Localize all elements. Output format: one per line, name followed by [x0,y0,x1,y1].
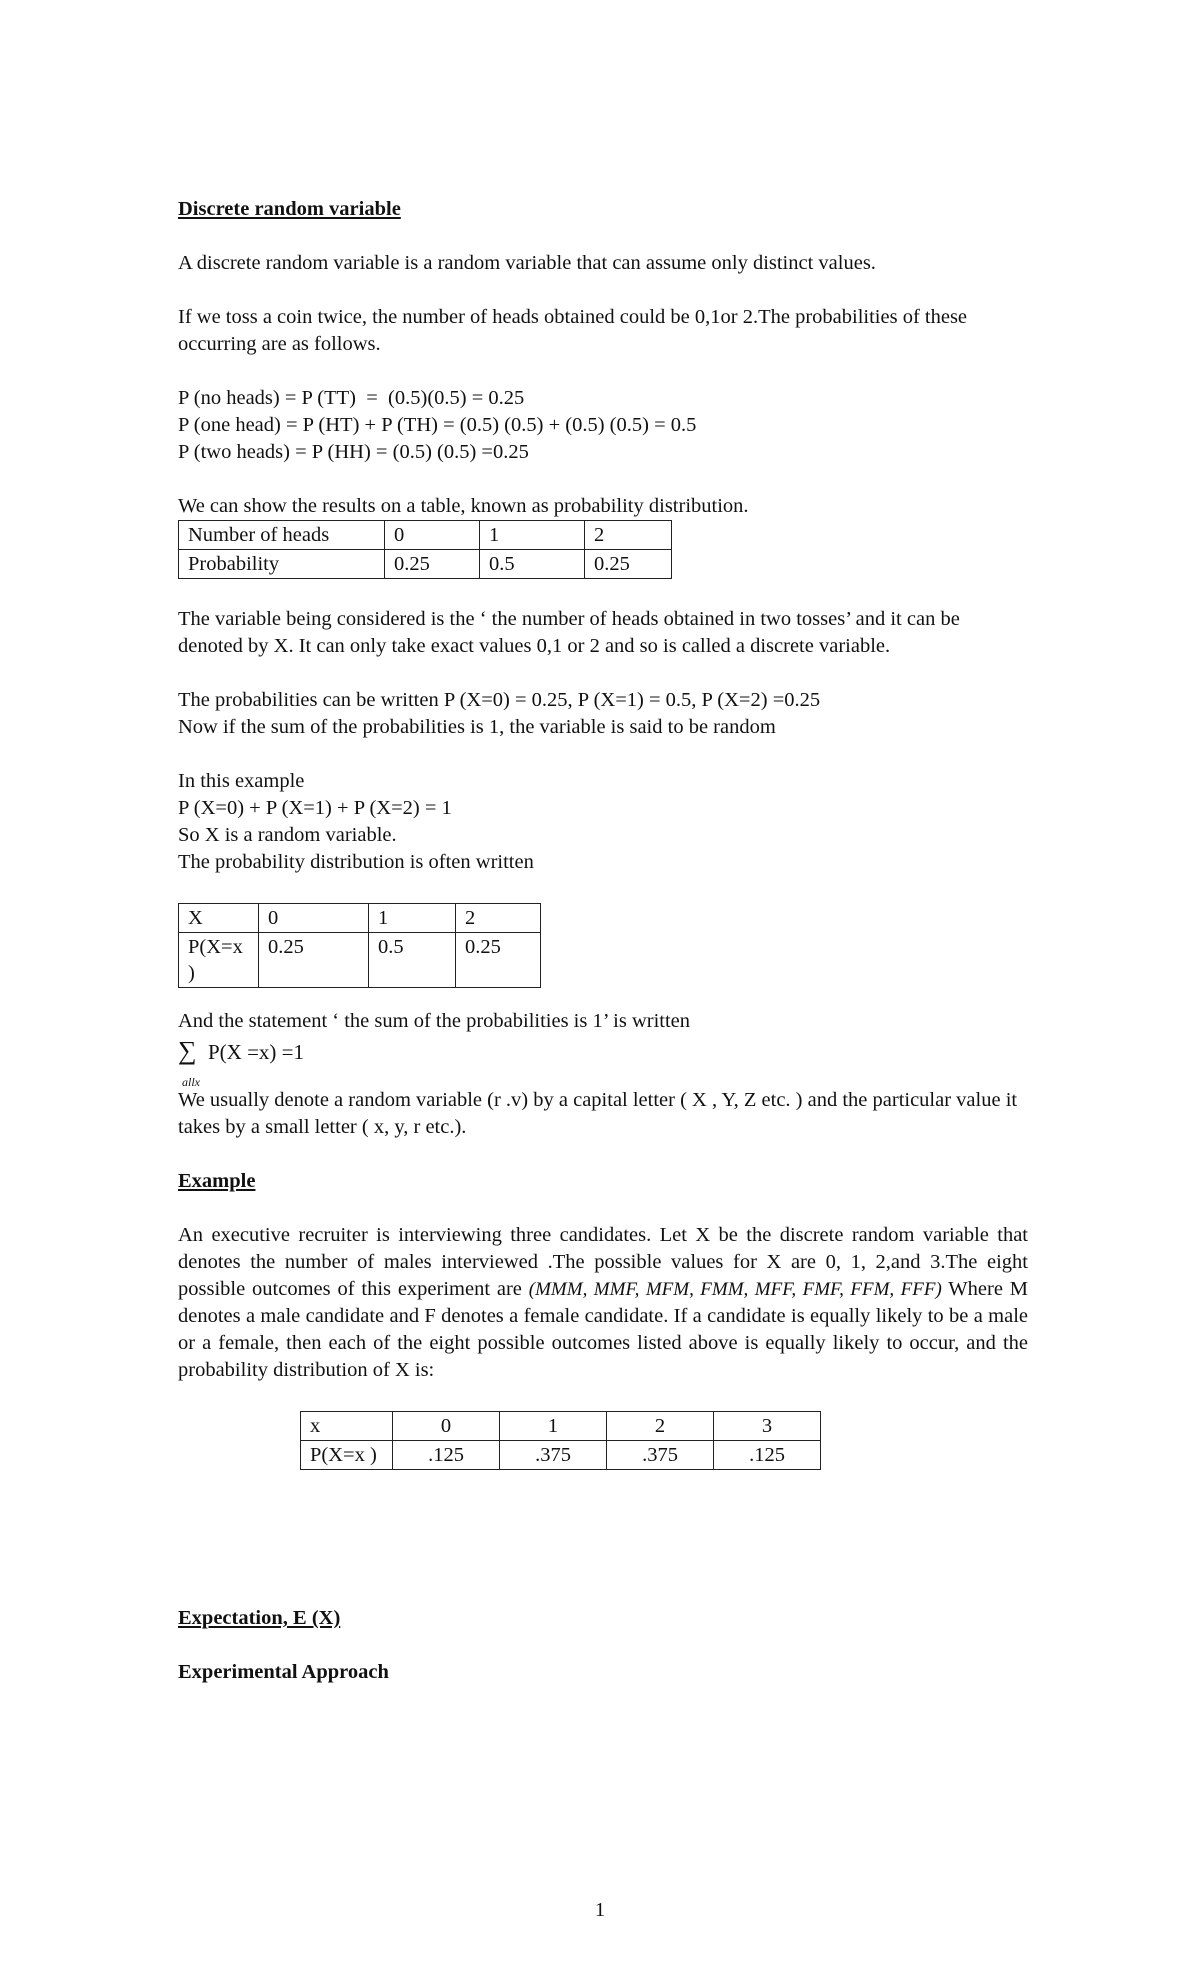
table-cell: .125 [714,1441,821,1470]
prob-line: P (no heads) = P (TT) = (0.5)(0.5) = 0.25 [178,387,525,409]
table-cell: 1 [369,904,456,933]
table-cell: 2 [585,521,672,550]
table-cell: 0.5 [480,550,585,579]
sum-statement-line: Now if the sum of the probabilities is 1, the variable is said to be random [178,716,776,738]
section-title: Discrete random variable [178,198,401,220]
table-cell: 2 [607,1412,714,1441]
example-line: So X is a random variable. [178,824,397,846]
definition-paragraph: A discrete random variable is a random variable that can assume only distinct values. [178,252,876,274]
sum-written-intro: And the statement ‘ the sum of the probabilities is 1’ is written [178,1010,691,1032]
table-cell: 0.25 [259,933,369,988]
notation-paragraph: We usually denote a random variable (r .v) by a capital letter ( X , Y, Z etc. ) and the particular value it takes by a small letter ( x, y, r etc.). [178,1089,1018,1138]
example-line: In this example [178,770,305,792]
formula-expression: P(X =x) =1 [208,1040,305,1064]
table-cell: 0 [393,1412,500,1441]
table-row [301,1441,821,1470]
table-cell: 0 [259,904,369,933]
table-cell: P(X=x ) [301,1441,393,1470]
table-row [179,933,541,988]
document-page [178,196,1028,1686]
table-cell: .125 [393,1441,500,1470]
table-cell: 3 [714,1412,821,1441]
table-cell: 1 [500,1412,607,1441]
table-cell: 0.25 [385,550,480,579]
table-cell: x [301,1412,393,1441]
expectation-heading: Expectation, E (X) [178,1607,341,1629]
prob-written-line: The probabilities can be written P (X=0) = 0.25, P (X=1) = 0.5, P (X=2) =0.25 [178,689,821,711]
sum-formula [178,1035,1028,1087]
example-text-before: An executive recruiter is interviewing three candidates. Let X be the discrete random variable that denotes the number of males interviewed .The possible values for X are 0, 1, 2,and 3.The eight possible outcomes of this experiment are [178,1224,1028,1300]
table-row [179,904,541,933]
example-paragraph [178,1222,1028,1384]
table-row [301,1412,821,1441]
table-cell: 0 [385,521,480,550]
table-cell: 1 [480,521,585,550]
example-line: The probability distribution is often written [178,851,534,873]
table-cell: 0.25 [456,933,541,988]
example-heading: Example [178,1170,256,1192]
table-cell: X [179,904,259,933]
table-cell: Probability [179,550,385,579]
coin-intro-paragraph: If we toss a coin twice, the number of heads obtained could be 0,1or 2.The probabilities of these occurring are as follows. [178,306,968,355]
probability-table-1 [178,520,672,579]
variable-paragraph: The variable being considered is the ‘ the number of heads obtained in two tosses’ and it can be denoted by X. It can only take exact values 0,1 or 2 and so is called a discrete variable. [178,608,960,657]
sigma-symbol: ∑ [178,1036,197,1065]
table-cell: 0.25 [585,550,672,579]
outcomes-set: (MMM, MMF, MFM, FMM, MFF, FMF, FFM, FFF) [528,1279,942,1300]
probability-table-3 [300,1411,821,1470]
prob-line: P (two heads) = P (HH) = (0.5) (0.5) =0.25 [178,441,529,463]
example-line: P (X=0) + P (X=1) + P (X=2) = 1 [178,797,452,819]
table-cell: Number of heads [179,521,385,550]
table-cell: 2 [456,904,541,933]
table-cell: P(X=x ) [179,933,259,988]
sigma-subscript: allx [182,1075,200,1089]
table-intro: We can show the results on a table, known as probability distribution. [178,495,749,517]
table-row [179,550,672,579]
table-cell: 0.5 [369,933,456,988]
experimental-heading: Experimental Approach [178,1661,389,1683]
table-cell: .375 [500,1441,607,1470]
page-number: 1 [594,1899,606,1921]
table-cell: .375 [607,1441,714,1470]
probability-table-2 [178,903,541,988]
table-row [179,521,672,550]
prob-line: P (one head) = P (HT) + P (TH) = (0.5) (0.5) + (0.5) (0.5) = 0.5 [178,414,697,436]
example-text-after: Where M denotes a male candidate and F denotes a female candidate. If a candidate is equally likely to be a male or a female, then each of the eight possible outcomes listed above is equally likely to occur, and the probability distribution of X is: [178,1278,1028,1381]
